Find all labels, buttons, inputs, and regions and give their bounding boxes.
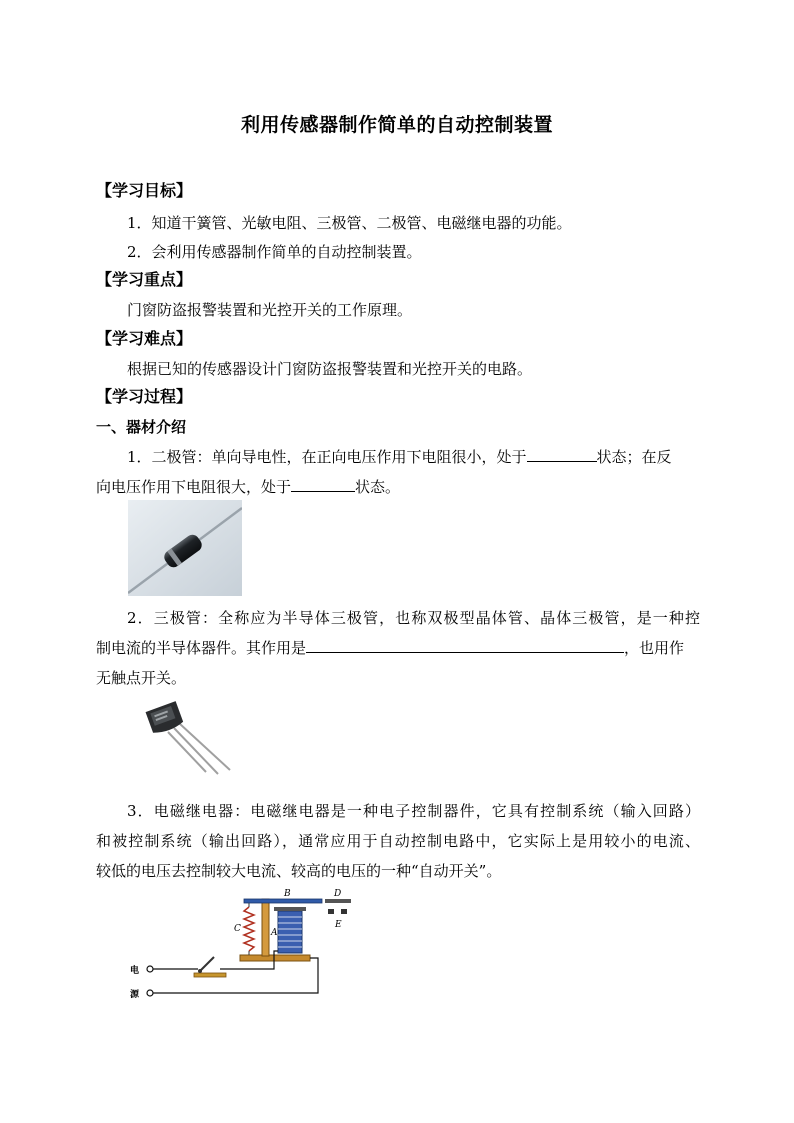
switch-base	[194, 973, 226, 977]
diode-blank-1[interactable]	[527, 444, 597, 462]
label-e: E	[335, 920, 342, 930]
section-heading-equipment: 一、器材介绍	[96, 418, 187, 436]
relay-line-3: 较低的电压去控制较大电流、较高的电压的一种“自动开关”。	[96, 862, 502, 880]
transistor-text-2b: ，也用作	[624, 639, 685, 657]
label-a: A	[271, 928, 278, 938]
focus-text: 门窗防盗报警装置和光控开关的工作原理。	[127, 301, 413, 319]
wire-bottom	[150, 958, 318, 993]
transistor-line-3: 无触点开关。	[96, 669, 187, 687]
diode-line-2	[96, 472, 700, 502]
difficulty-heading: 【学习难点】	[96, 329, 193, 348]
label-power-1: 电	[130, 966, 140, 976]
label-c: C	[234, 924, 241, 934]
contact-e-right	[341, 909, 347, 914]
switch-lever-icon	[200, 957, 214, 971]
process-heading: 【学习过程】	[96, 387, 193, 406]
relay-line-2: 和被控制系统（输出回路），通常应用于自动控制电路中，它实际上是用较小的电流、	[96, 832, 700, 850]
diode-line-1	[127, 442, 700, 472]
transistor-text-2a: 制电流的半导体器件。其作用是	[96, 639, 307, 657]
goal-item-1: 1．知道干簧管、光敏电阻、三极管、二极管、电磁继电器的功能。	[127, 214, 572, 232]
diode-text-2b: 状态。	[355, 478, 401, 496]
diode-text-2a: 向电压作用下电阻很大，处于	[96, 478, 292, 496]
armature-bar	[244, 899, 322, 903]
diode-photo	[128, 500, 242, 596]
transistor-line-1: 2．三极管：全称应为半导体三极管，也称双极型晶体管、晶体三极管，是一种控	[127, 609, 700, 627]
relay-line-1: 3．电磁继电器：电磁继电器是一种电子控制器件，它具有控制系统（输入回路）	[127, 802, 700, 820]
diode-text-1b: 状态；在反	[596, 448, 672, 466]
relay-diagram	[128, 885, 360, 1003]
goal-item-2: 2．会利用传感器制作简单的自动控制装置。	[127, 243, 422, 261]
diode-text-1a: 1．二极管：单向导电性，在正向电压作用下电阻很小，处于	[127, 448, 527, 466]
difficulty-text: 根据已知的传感器设计门窗防盗报警装置和光控开关的电路。	[127, 360, 533, 378]
contact-e-left	[328, 909, 334, 914]
relay-post	[262, 899, 269, 956]
label-power-2: 源	[130, 990, 140, 1000]
page-title: 利用传感器制作简单的自动控制装置	[240, 114, 553, 136]
relay-base	[240, 955, 310, 961]
terminal-top	[147, 966, 153, 972]
spring-icon	[244, 907, 254, 951]
diode-blank-2[interactable]	[291, 474, 355, 492]
terminal-bottom	[147, 990, 153, 996]
label-b: B	[284, 889, 291, 899]
contact-d	[325, 899, 351, 903]
transistor-photo	[128, 692, 240, 784]
label-d: D	[334, 889, 342, 899]
goals-heading: 【学习目标】	[96, 181, 193, 200]
focus-heading: 【学习重点】	[96, 270, 193, 289]
transistor-blank[interactable]	[306, 635, 624, 653]
transistor-line-2	[96, 633, 700, 663]
